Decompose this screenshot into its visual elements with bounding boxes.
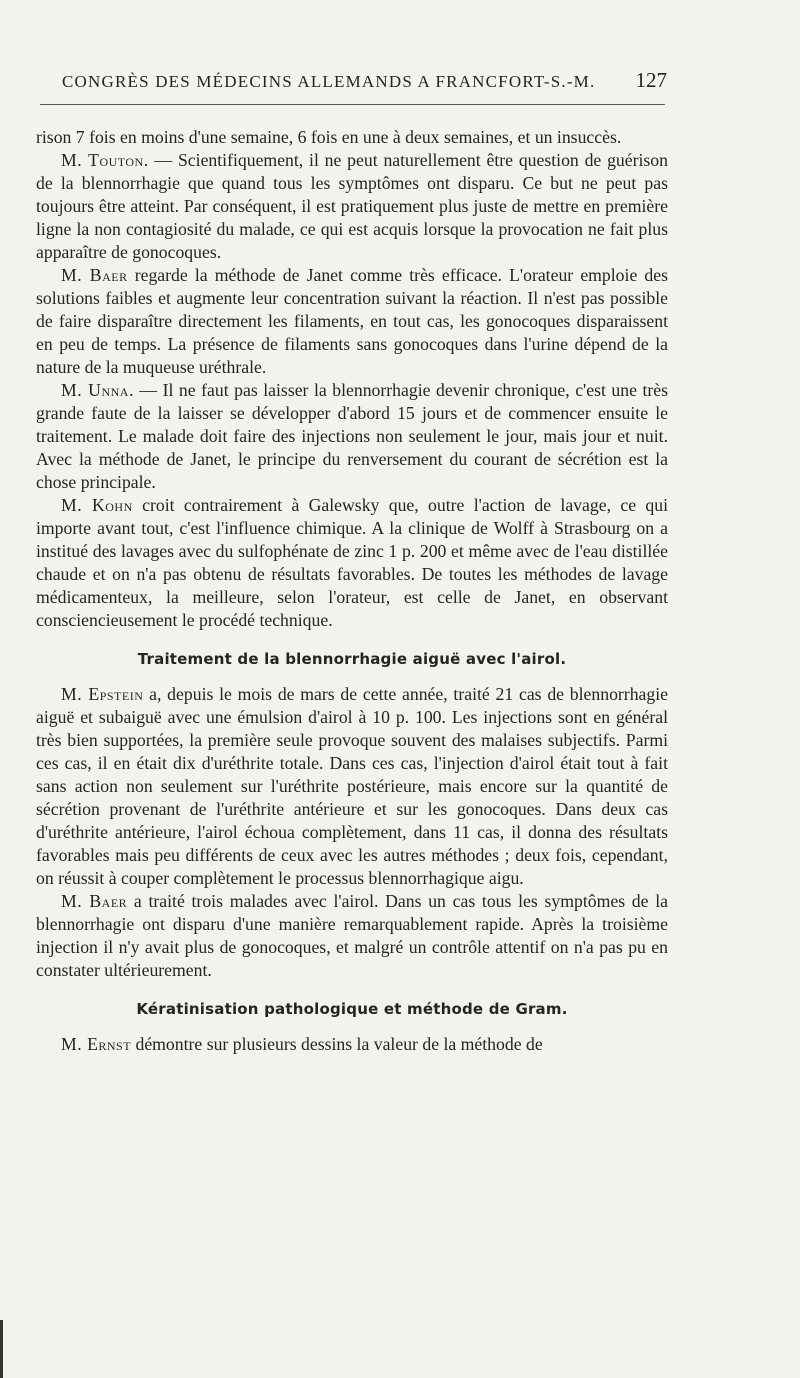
speaker-name: M. Kohn: [61, 495, 133, 515]
paragraph: [36, 1033, 668, 1056]
paragraph: [36, 890, 668, 982]
speaker-name: M. Unna.: [61, 380, 134, 400]
speaker-name: M. Touton.: [61, 150, 149, 170]
paragraph: [36, 264, 668, 379]
paragraph-text: a, depuis le mois de mars de cette année, traité 21 cas de blennorrhagie aiguë et subaiguë avec une émulsion d'airol à 10 p. 100. Les injections sont en général très bien supportées, la première seule provoque souvent des malaises subjectifs. Parmi ces cas, il en était dix d'uréthrite totale. Dans ces cas, l'injection d'airol était tout à fait sans action non seulement sur l'uréthrite postérieure, mais encore sur la quantité de sécrétion provenant de l'uréthrite antérieure et sur les gonocoques. Dans deux cas d'uréthrite antérieure, l'airol échoua complètement, dans 11 cas, il donna des résultats favorables mais peu différents de ceux avec les autres méthodes ; deux fois, cependant, on réussit à couper complètement le processus blennorrhagique aigu.: [36, 684, 669, 888]
page-number: 127: [635, 68, 667, 92]
paragraph-text: — Il ne faut pas laisser la blennorrhagie devenir chronique, c'est une très grande faute de la laisser se développer d'abord 15 jours et de commencer ensuite le traitement. Le malade doit faire des injections non seulement le jour, mais jour et nuit. Avec la méthode de Janet, le principe du renversement du courant de sécrétion est la chose principale.: [36, 380, 669, 492]
speaker-name: M. Baer: [61, 265, 128, 285]
speaker-name: M. Ernst: [61, 1034, 132, 1054]
page-edge-mark: [0, 1320, 3, 1378]
paragraph: rison 7 fois en moins d'une semaine, 6 fois en une à deux semaines, et un insuccès.: [36, 127, 622, 147]
paragraph-text: croit contrairement à Galewsky que, outre l'action de lavage, ce qui importe avant tout, c'est l'influence chimique. A la clinique de Wolff à Strasbourg on a institué des lavages avec du sulfophénate de zinc 1 p. 200 et même avec de l'eau distillée chaude et on n'a pas obtenu de résultats favorables. De toutes les méthodes de lavage médicamenteux, la meilleure, selon l'orateur, est celle de Janet, en observant consciencieusement le procédé technique.: [36, 495, 669, 630]
paragraph-text: regarde la méthode de Janet comme très efficace. L'orateur emploie des solutions faibles et augmente leur concentration suivant la réaction. Il n'est pas possible de faire disparaître directement les filaments, en tout cas, les gonocoques disparaissent en peu de temps. La présence de filaments sans gonocoques dans l'urine dépend de la nature de la muqueuse uréthrale.: [36, 265, 668, 377]
paragraph-text: — Scientifiquement, il ne peut naturellement être question de guérison de la blennorrhagie que quand tous les symptômes ont disparu. Ce but ne peut pas toujours être atteint. Par conséquent, il est pratiquement plus juste de mettre en première ligne la non contagiosité du malade, ce qui est acquis lorsque la provocation ne fait plus apparaître de gonocoques.: [36, 150, 668, 262]
running-title: CONGRÈS DES MÉDECINS ALLEMANDS A FRANCFORT-S.-M.: [62, 72, 596, 91]
paragraph-text: démontre sur plusieurs dessins la valeur de la méthode de: [131, 1034, 543, 1054]
body-text: [36, 126, 668, 1056]
header-rule: [40, 104, 665, 105]
running-header: [62, 68, 667, 98]
paragraph: [36, 494, 668, 632]
section-heading: Traitement de la blennorrhagie aiguë avec l'airol.: [137, 650, 567, 668]
paragraph: [36, 379, 668, 494]
speaker-name: M. Baer: [61, 891, 128, 911]
paragraph: [36, 149, 668, 264]
section-heading: Kératinisation pathologique et méthode de Gram.: [136, 1000, 568, 1018]
speaker-name: M. Epstein: [61, 684, 144, 704]
paragraph: [36, 683, 668, 890]
paragraph-text: a traité trois malades avec l'airol. Dans un cas tous les symptômes de la blennorrhagie ont disparu d'une manière remarquablement rapide. Après la troisième injection il n'y avait plus de gonocoques, et malgré un contrôle attentif on n'a pas pu en constater ultérieurement.: [36, 891, 668, 980]
